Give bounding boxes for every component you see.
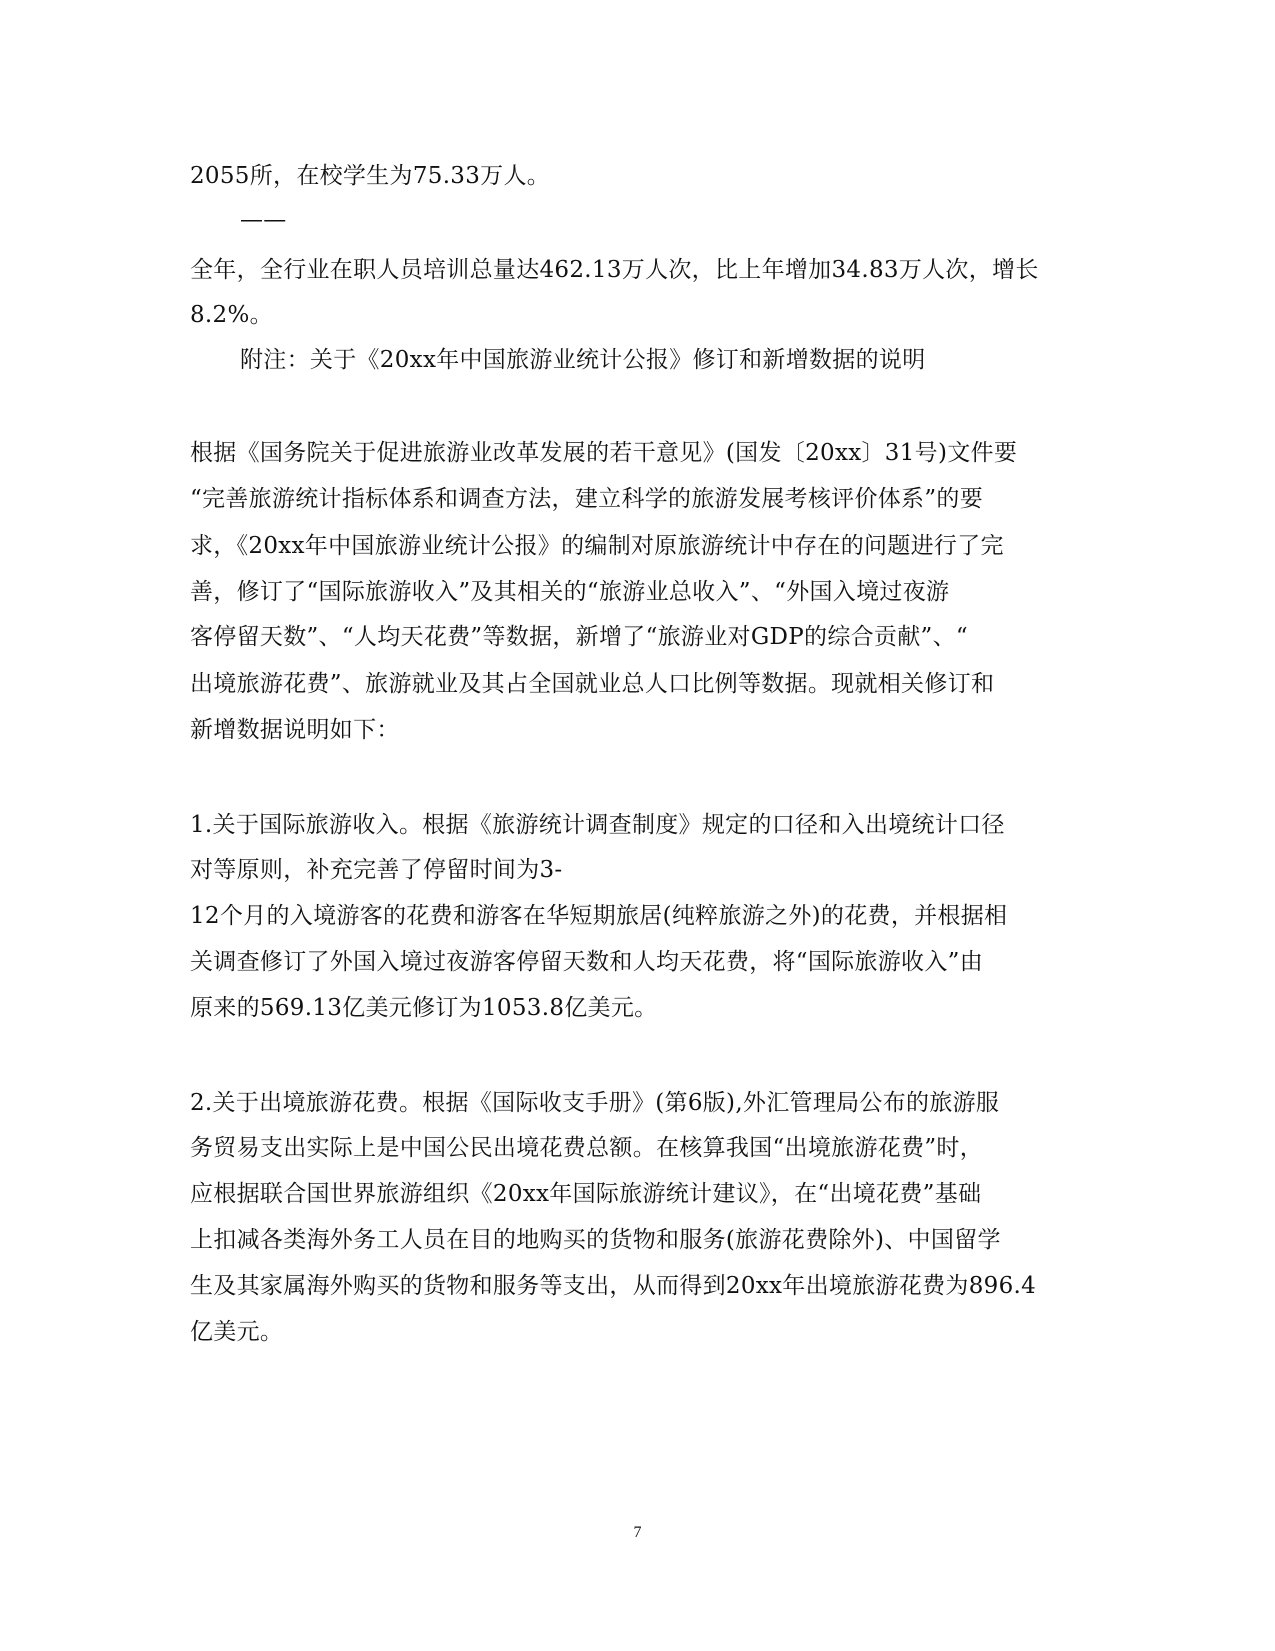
text-line: 务贸易支出实际上是中国公民出境花费总额。在核算我国“出境旅游花费”时，: [190, 1135, 984, 1161]
text-line: 12个月的入境游客的花费和游客在华短期旅居(纯粹旅游之外)的花费，并根据相: [190, 903, 1008, 929]
text-line: 2.关于出境旅游花费。根据《国际收支手册》(第6版),外汇管理局公布的旅游服: [190, 1090, 1000, 1116]
text-line: 根据《国务院关于促进旅游业改革发展的若干意见》(国发〔20xx〕31号)文件要: [190, 440, 1018, 466]
appendix-heading: 附注：关于《20xx年中国旅游业统计公报》修订和新增数据的说明: [240, 347, 926, 373]
text-line: 应根据联合国世界旅游组织《20xx年国际旅游统计建议》，在“出境花费”基础: [190, 1181, 982, 1207]
text-line: 关调查修订了外国入境过夜游客停留天数和人均天花费，将“国际旅游收入”由: [190, 949, 984, 975]
text-line: 1.关于国际旅游收入。根据《旅游统计调查制度》规定的口径和入出境统计口径: [190, 812, 1005, 838]
dash-line: ——: [240, 207, 287, 233]
text-line: 全年，全行业在职人员培训总量达462.13万人次，比上年增加34.83万人次，增长: [190, 257, 1039, 283]
text-line: 善，修订了“国际旅游收入”及其相关的“旅游业总收入”、“外国入境过夜游: [190, 579, 950, 605]
text-line: 2055所，在校学生为75.33万人。: [190, 163, 551, 189]
text-line: 对等原则，补充完善了停留时间为3-: [190, 857, 563, 883]
page-number: 7: [633, 1524, 642, 1541]
text-line: 原来的569.13亿美元修订为1053.8亿美元。: [190, 995, 658, 1021]
text-line: 亿美元。: [190, 1319, 284, 1345]
text-line: “完善旅游统计指标体系和调查方法，建立科学的旅游发展考核评价体系”的要: [190, 486, 984, 512]
text-line: 8.2%。: [190, 302, 273, 328]
text-line: 出境旅游花费”、旅游就业及其占全国就业总人口比例等数据。现就相关修订和: [190, 671, 995, 697]
text-line: 客停留天数”、“人均天花费”等数据，新增了“旅游业对GDP的综合贡献”、“: [190, 624, 968, 650]
text-line: 新增数据说明如下：: [190, 717, 400, 743]
text-line: 上扣减各类海外务工人员在目的地购买的货物和服务(旅游花费除外)、中国留学: [190, 1227, 1001, 1253]
text-line: 生及其家属海外购买的货物和服务等支出，从而得到20xx年出境旅游花费为896.4: [190, 1273, 1037, 1299]
text-line: 求，《20xx年中国旅游业统计公报》的编制对原旅游统计中存在的问题进行了完: [190, 533, 1004, 559]
